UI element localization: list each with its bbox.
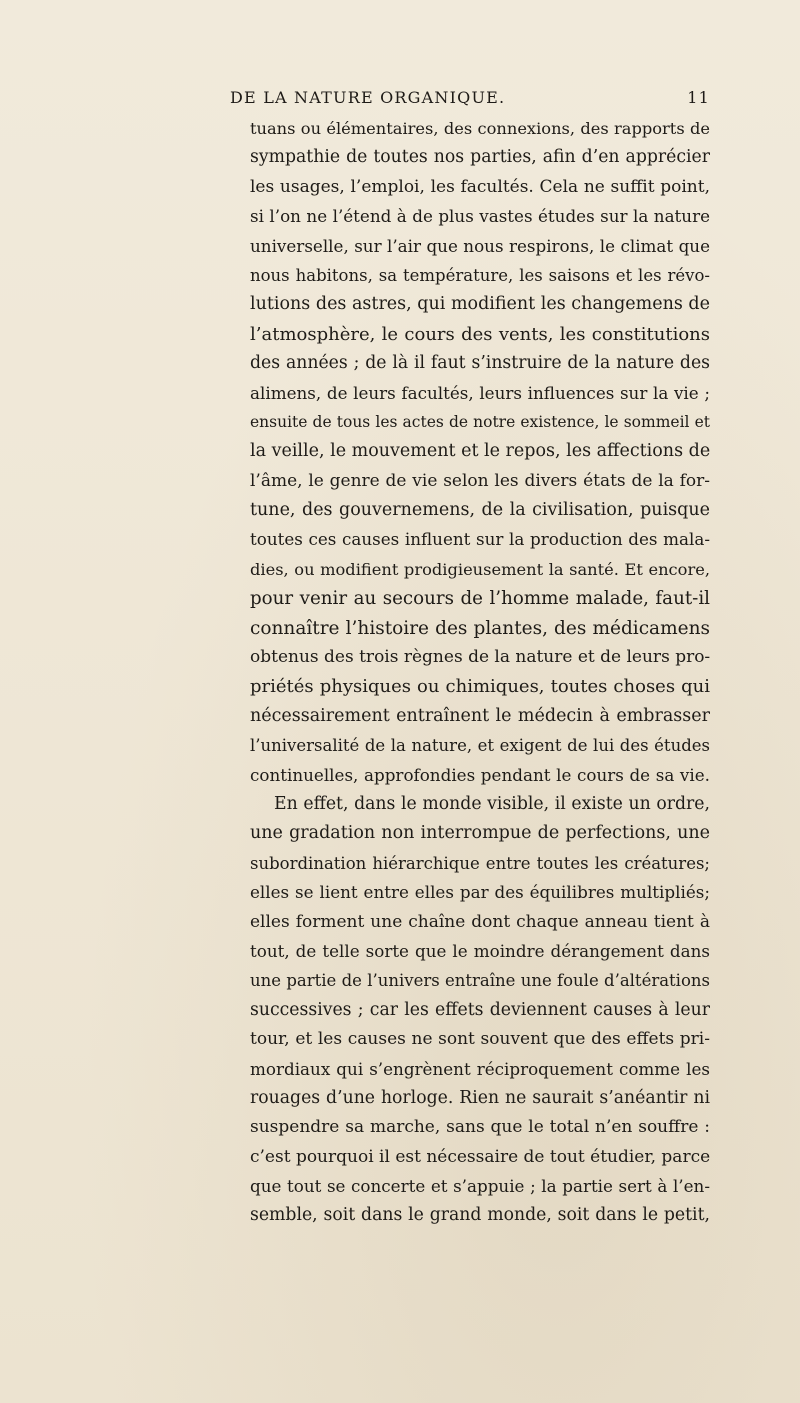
- text-line: obtenus des trois règnes de la nature et de leurs pro-: [250, 647, 710, 668]
- text-line: des années ; de là il faut s’instruire de la nature des: [250, 353, 710, 374]
- text-line: nécessairement entraînent le médecin à embrasser: [250, 705, 710, 726]
- text-line: c’est pourquoi il est nécessaire de tout étudier, parce: [250, 1146, 710, 1167]
- body-text: [250, 114, 710, 1231]
- text-line: continuelles, approfondies pendant le cours de sa vie.: [250, 764, 710, 785]
- text-line: pour venir au secours de l’homme malade, faut-il: [250, 588, 710, 610]
- text-line: dies, ou modifient prodigieusement la santé. Et encore,: [250, 559, 710, 579]
- text-line: rouages d’une horloge. Rien ne saurait s’anéantir ni: [250, 1087, 710, 1108]
- text-line: En effet, dans le monde visible, il existe un ordre,: [274, 793, 710, 814]
- text-line: nous habitons, sa température, les saisons et les révo-: [250, 265, 710, 285]
- text-line: une partie de l’univers entraîne une foule d’altérations: [250, 971, 710, 991]
- text-line: l’universalité de la nature, et exigent de lui des études: [250, 736, 710, 756]
- text-line: ensuite de tous les actes de notre existence, le sommeil et: [250, 412, 710, 431]
- text-line: suspendre sa marche, sans que le total n’en souffre :: [250, 1117, 710, 1138]
- running-title: DE LA NATURE ORGANIQUE.: [230, 88, 506, 107]
- text-line: elles forment une chaîne dont chaque anneau tient à: [250, 911, 710, 932]
- text-line: connaître l’histoire des plantes, des médicamens: [250, 617, 710, 639]
- text-line: priétés physiques ou chimiques, toutes choses qui: [250, 676, 710, 698]
- text-line: mordiaux qui s’engrènent réciproquement comme les: [250, 1058, 710, 1079]
- text-line: universelle, sur l’air que nous respirons, le climat que: [250, 235, 710, 256]
- text-line: tout, de telle sorte que le moindre dérangement dans: [250, 940, 710, 961]
- text-line: successives ; car les effets deviennent causes à leur: [250, 999, 710, 1020]
- text-line: si l’on ne l’étend à de plus vastes études sur la nature: [250, 206, 710, 227]
- text-line: tuans ou élémentaires, des connexions, des rapports de: [250, 119, 710, 138]
- text-line: tune, des gouvernemens, de la civilisation, puisque: [250, 500, 710, 521]
- text-line: toutes ces causes influent sur la production des mala-: [250, 529, 710, 550]
- text-line: tour, et les causes ne sont souvent que des effets pri-: [250, 1029, 710, 1050]
- text-line: elles se lient entre elles par des équilibres multipliés;: [250, 882, 710, 903]
- text-line: subordination hiérarchique entre toutes les créatures;: [250, 853, 710, 873]
- page-number: 11: [687, 88, 710, 107]
- text-line: alimens, de leurs facultés, leurs influences sur la vie ;: [250, 382, 710, 403]
- text-line: lutions des astres, qui modifient les changemens de: [250, 294, 710, 315]
- text-line: que tout se concerte et s’appuie ; la partie sert à l’en-: [250, 1176, 710, 1197]
- text-line: semble, soit dans le grand monde, soit dans le petit,: [250, 1205, 710, 1226]
- text-line: l’âme, le genre de vie selon les divers états de la for-: [250, 470, 710, 491]
- running-header: [230, 88, 710, 110]
- text-line: une gradation non interrompue de perfections, une: [250, 823, 710, 844]
- text-line: la veille, le mouvement et le repos, les affections de: [250, 441, 710, 462]
- text-line: les usages, l’emploi, les facultés. Cela ne suffit point,: [250, 176, 710, 197]
- text-line: sympathie de toutes nos parties, afin d’en apprécier: [250, 147, 710, 168]
- text-line: l’atmosphère, le cours des vents, les constitutions: [250, 323, 710, 345]
